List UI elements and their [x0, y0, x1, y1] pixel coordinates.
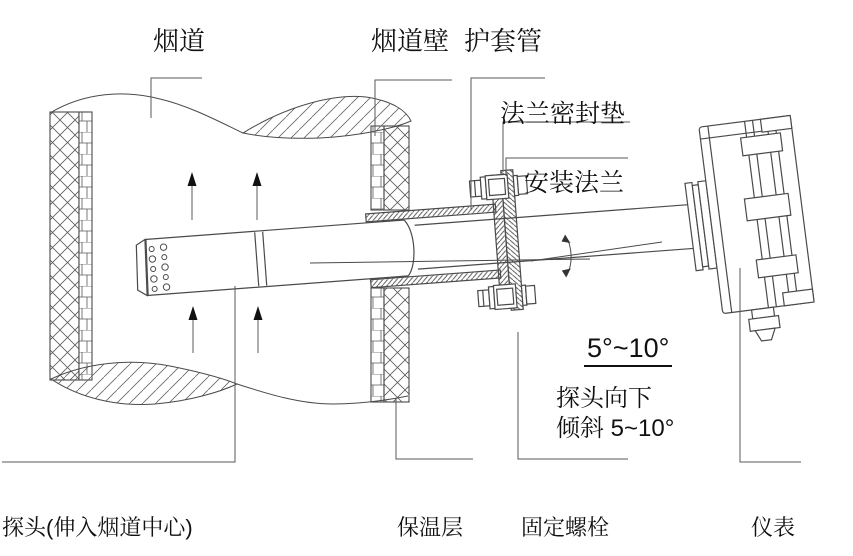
leader-flange-gasket — [503, 122, 630, 172]
leader-flue — [151, 78, 202, 118]
left-wall-brick-layer — [79, 112, 92, 380]
label-instrument: 仪表 — [751, 515, 796, 540]
label-mounting-flange: 安装法兰 — [524, 169, 625, 197]
right-wall-insulation-lower — [384, 288, 409, 402]
label-fixing-bolt: 固定螺栓 — [521, 515, 610, 540]
left-duct-wall — [50, 112, 92, 380]
label-tilt-note-line1: 探头向下 — [556, 385, 652, 412]
probe-assembly — [128, 115, 818, 391]
label-flange-gasket: 法兰密封垫 — [500, 100, 626, 128]
flow-arrow — [188, 172, 197, 220]
instrument-head — [678, 115, 818, 348]
probe-tip-holes — [148, 244, 170, 292]
label-tilt-angle: 5°~10° — [584, 334, 672, 367]
flow-arrow — [253, 172, 262, 220]
angle-arc-arrow-bottom — [562, 269, 571, 278]
left-wall-insulation-layer — [50, 112, 79, 380]
tilted-axis-line — [531, 242, 662, 261]
fixing-bolt-top — [469, 173, 528, 201]
leader-insulation — [396, 398, 473, 459]
label-flue: 烟道 — [153, 26, 206, 56]
flow-arrows — [188, 172, 263, 353]
instrument-boss-middle — [744, 193, 790, 220]
sleeve-tube-bottom-wall — [371, 270, 501, 288]
label-probe: 探头(伸入烟道中心) — [2, 515, 193, 540]
flow-arrow — [254, 306, 263, 353]
right-wall-insulation-upper — [384, 126, 409, 210]
right-wall-brick-upper — [371, 126, 384, 210]
horizontal-reference-line — [310, 259, 590, 263]
duct-break-lines — [50, 94, 411, 405]
label-insulation: 保温层 — [397, 515, 464, 540]
flow-arrow — [189, 306, 198, 353]
right-wall-brick-lower — [371, 288, 384, 402]
bottom-break-lens — [51, 362, 237, 404]
probe-body-bell-end — [404, 219, 416, 275]
right-duct-wall — [371, 126, 409, 402]
label-sleeve: 护套管 — [464, 26, 543, 56]
label-tilt-note-line2: 倾斜 5~10° — [556, 415, 675, 442]
label-flue-wall: 烟道壁 — [371, 26, 450, 56]
fixing-bolt-bottom — [477, 282, 536, 310]
probe-cylinder — [143, 220, 408, 295]
cable-gland — [748, 307, 782, 343]
probe-ring-joint — [255, 232, 267, 286]
